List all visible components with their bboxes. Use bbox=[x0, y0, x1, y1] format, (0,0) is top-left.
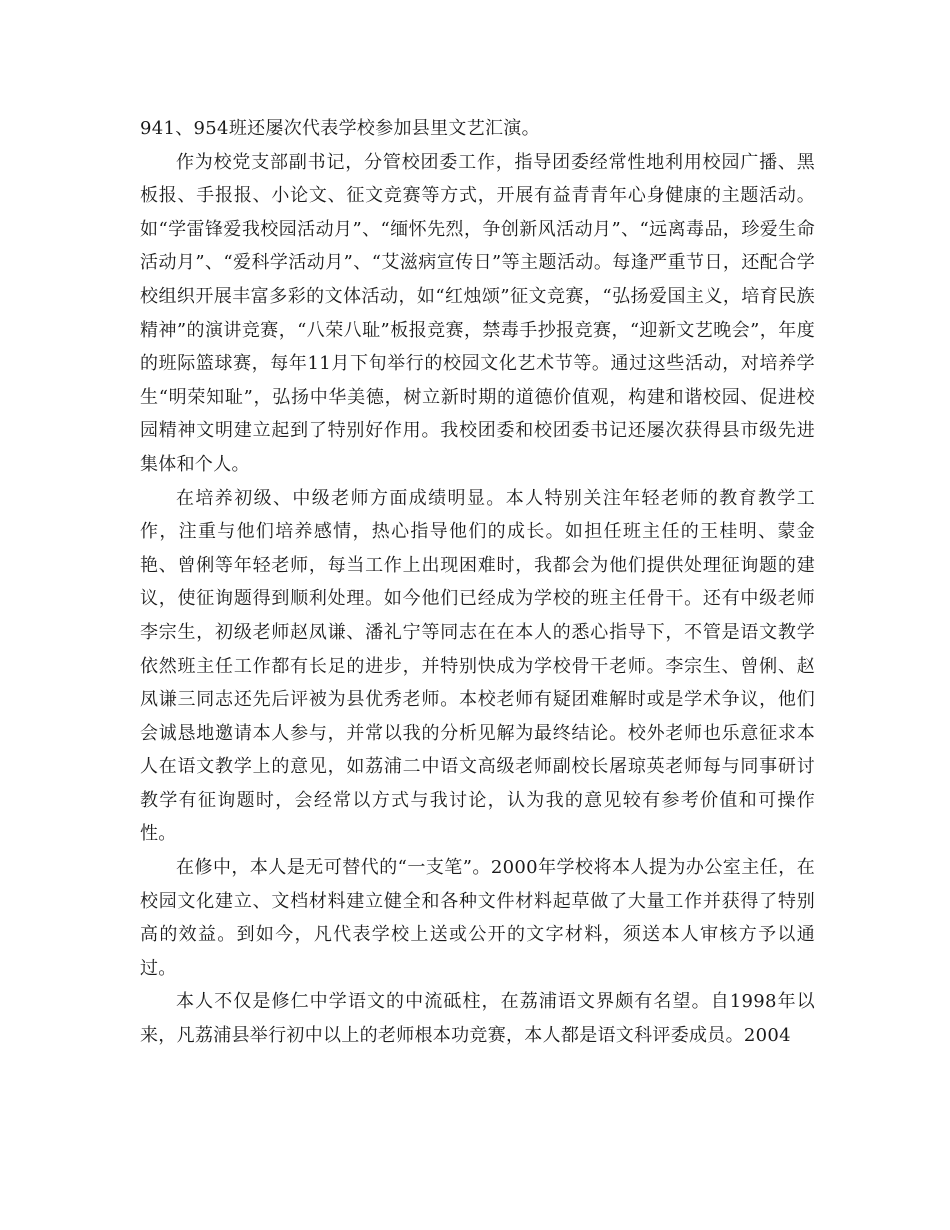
document-body bbox=[140, 112, 815, 1053]
paragraph-4: 在修中，本人是无可替代的“一支笔”。2000年学校将本人提为办公室主任，在校园文化建立、文档材料建立健全和各种文件材料起草做了大量工作并获得了特别高的效益。到如今，凡代表学校上送或公开的文字材料，须送本人审核方予以通过。 bbox=[140, 857, 815, 979]
paragraph-3: 在培养初级、中级老师方面成绩明显。本人特别关注年轻老师的教育教学工作，注重与他们培养感情，热心指导他们的成长。如担任班主任的王桂明、蒙金艳、曾俐等年轻老师，每当工作上出现困难时，我都会为他们提供处理征询题的建议，使征询题得到顺利处理。如今他们已经成为学校的班主任骨干。还有中级老师李宗生，初级老师赵凤谦、潘礼宁等同志在在本人的悉心指导下，不管是语文教学依然班主任工作都有长足的进步，并特别快成为学校骨干老师。李宗生、曾俐、赵凤谦三同志还先后评被为县优秀老师。本校老师有疑团难解时或是学术争议，他们会诚恳地邀请本人参与，并常以我的分析见解为最终结论。校外老师也乐意征求本人在语文教学上的意见，如荔浦二中语文高级老师副校长屠琼英老师每与同事研讨教学有征询题时，会经常以方式与我讨论，认为我的意见较有参考价值和可操作性。 bbox=[140, 487, 815, 845]
paragraph-1: 941、954班还屡次代表学校参加县里文艺汇演。 bbox=[140, 118, 540, 139]
paragraph-2: 作为校党支部副书记，分管校团委工作，指导团委经常性地利用校园广播、黑板报、手报报、小论文、征文竞赛等方式，开展有益青青年心身健康的主题活动。如“学雷锋爱我校园活动月”、“缅怀先烈，争创新风活动月”、“远离毒品，珍爱生命活动月”、“爱科学活动月”、“艾滋病宣传日”等主题活动。每逢严重节日，还配合学校组织开展丰富多彩的文体活动，如“红烛颂”征文竞赛，“弘扬爱国主义，培育民族精神”的演讲竞赛，“八荣八耻”板报竞赛，禁毒手抄报竞赛，“迎新文艺晚会”，年度的班际篮球赛，每年11月下旬举行的校园文化艺术节等。通过这些活动，对培养学生“明荣知耻”，弘扬中华美德，树立新时期的道德价值观，构建和谐校园、促进校园精神文明建立起到了特别好作用。我校团委和校团委书记还屡次获得县市级先进集体和个人。 bbox=[140, 151, 815, 475]
paragraph-5: 本人不仅是修仁中学语文的中流砥柱，在荔浦语文界颇有名望。自1998年以来，凡荔浦县举行初中以上的老师根本功竞赛，本人都是语文科评委成员。2004 bbox=[140, 991, 815, 1047]
